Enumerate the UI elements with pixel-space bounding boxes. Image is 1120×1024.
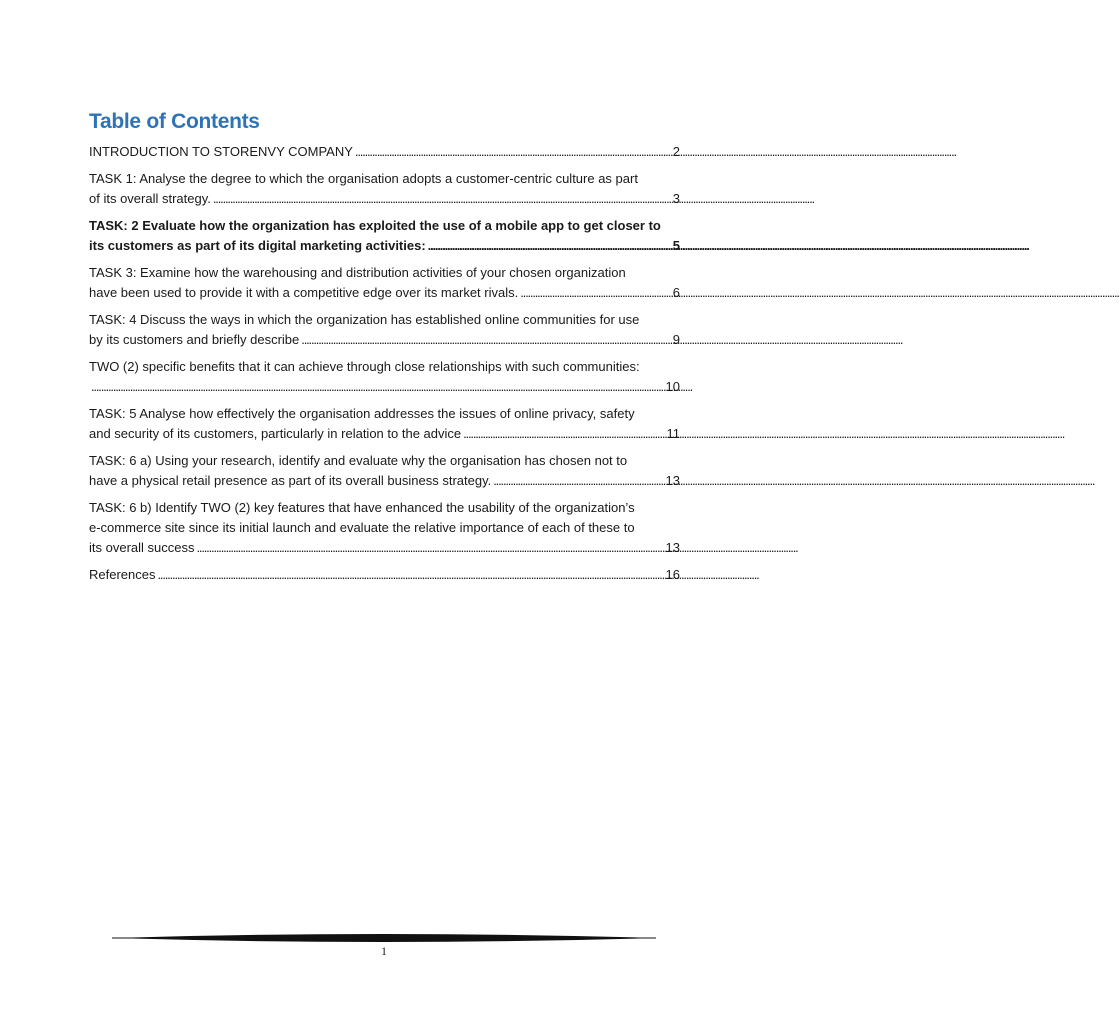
toc-dot-leader xyxy=(157,565,663,585)
toc-dot-leader xyxy=(91,377,664,397)
toc-entry-final-line xyxy=(89,236,680,256)
toc-entry[interactable] xyxy=(89,357,680,397)
toc-entry-final-line xyxy=(89,142,680,162)
toc-page-number: 3 xyxy=(672,191,680,206)
toc-entry-text-line: TASK: 5 Analyse how effectively the organisation addresses the issues of online privacy, safety xyxy=(89,406,635,421)
toc-entry-final-line xyxy=(89,538,680,558)
toc-entry-text-line: TASK: 6 a) Using your research, identify and evaluate why the organisation has chosen not to xyxy=(89,453,628,468)
page-number: 1 xyxy=(381,944,387,958)
footer-divider xyxy=(112,932,656,944)
toc-heading: Table of Contents xyxy=(89,110,260,133)
toc-dot-leader xyxy=(355,142,671,162)
table-of-contents xyxy=(89,108,680,592)
toc-dot-leader xyxy=(301,330,671,350)
toc-entry-text-line: e-commerce site since its initial launch and evaluate the relative importance of each of these to xyxy=(89,520,635,535)
toc-page-number: 9 xyxy=(672,332,680,347)
toc-entry[interactable] xyxy=(89,565,680,585)
toc-dot-leader xyxy=(493,471,663,491)
toc-entry-final-line xyxy=(89,189,680,209)
toc-entry-text-line: have a physical retail presence as part of its overall business strategy. xyxy=(89,473,492,488)
toc-dot-leader xyxy=(428,236,671,256)
toc-page-number: 16 xyxy=(665,567,680,582)
toc-entry[interactable] xyxy=(89,216,680,256)
toc-entry-text-line: TASK: 6 b) Identify TWO (2) key features that have enhanced the usability of the organization’s xyxy=(89,500,635,515)
toc-entry-text-line: References xyxy=(89,567,156,582)
toc-entry-text-line: TWO (2) specific benefits that it can achieve through close relationships with such communities: xyxy=(89,359,640,374)
toc-entry-text-line: its overall success xyxy=(89,540,195,555)
toc-entry-text-line: INTRODUCTION TO STORENVY COMPANY xyxy=(89,144,353,159)
toc-entry-final-line xyxy=(89,471,680,491)
toc-page-number: 13 xyxy=(665,540,680,555)
toc-entry-text-line: have been used to provide it with a competitive edge over its market rivals. xyxy=(89,285,519,300)
toc-entry-text-line: TASK: 4 Discuss the ways in which the organization has established online communities for use xyxy=(89,312,640,327)
toc-entry-text-line: and security of its customers, particularly in relation to the advice xyxy=(89,426,462,441)
toc-entry[interactable] xyxy=(89,263,680,303)
toc-dot-leader xyxy=(520,283,671,303)
toc-entry[interactable] xyxy=(89,142,680,162)
toc-entry[interactable] xyxy=(89,498,680,558)
toc-dot-leader xyxy=(213,189,671,209)
toc-entry[interactable] xyxy=(89,451,680,491)
toc-entry-text-line: by its customers and briefly describe xyxy=(89,332,300,347)
toc-entry-final-line xyxy=(89,330,680,350)
toc-entry-list xyxy=(89,142,680,585)
toc-page-number: 5 xyxy=(672,238,680,253)
toc-page-number: 6 xyxy=(672,285,680,300)
toc-entry-text-line: TASK 1: Analyse the degree to which the organisation adopts a customer-centric culture as part xyxy=(89,171,638,186)
toc-entry-final-line xyxy=(89,424,680,444)
toc-entry-final-line xyxy=(89,565,680,585)
toc-entry-text-line: its customers as part of its digital marketing activities: xyxy=(89,238,426,253)
toc-dot-leader xyxy=(463,424,664,444)
toc-page-number: 10 xyxy=(665,379,680,394)
toc-page-number: 13 xyxy=(665,473,680,488)
toc-entry-text-line: TASK 3: Examine how the warehousing and distribution activities of your chosen organization xyxy=(89,265,626,280)
toc-page-number: 11 xyxy=(666,426,680,441)
toc-entry[interactable] xyxy=(89,310,680,350)
toc-entry-final-line xyxy=(89,377,680,397)
toc-entry[interactable] xyxy=(89,404,680,444)
toc-dot-leader xyxy=(196,538,663,558)
toc-entry-final-line xyxy=(89,283,680,303)
toc-entry-text-line: TASK: 2 Evaluate how the organization has exploited the use of a mobile app to get closer to xyxy=(89,218,661,233)
toc-entry[interactable] xyxy=(89,169,680,209)
toc-entry-text-line: of its overall strategy. xyxy=(89,191,211,206)
toc-page-number: 2 xyxy=(672,144,680,159)
